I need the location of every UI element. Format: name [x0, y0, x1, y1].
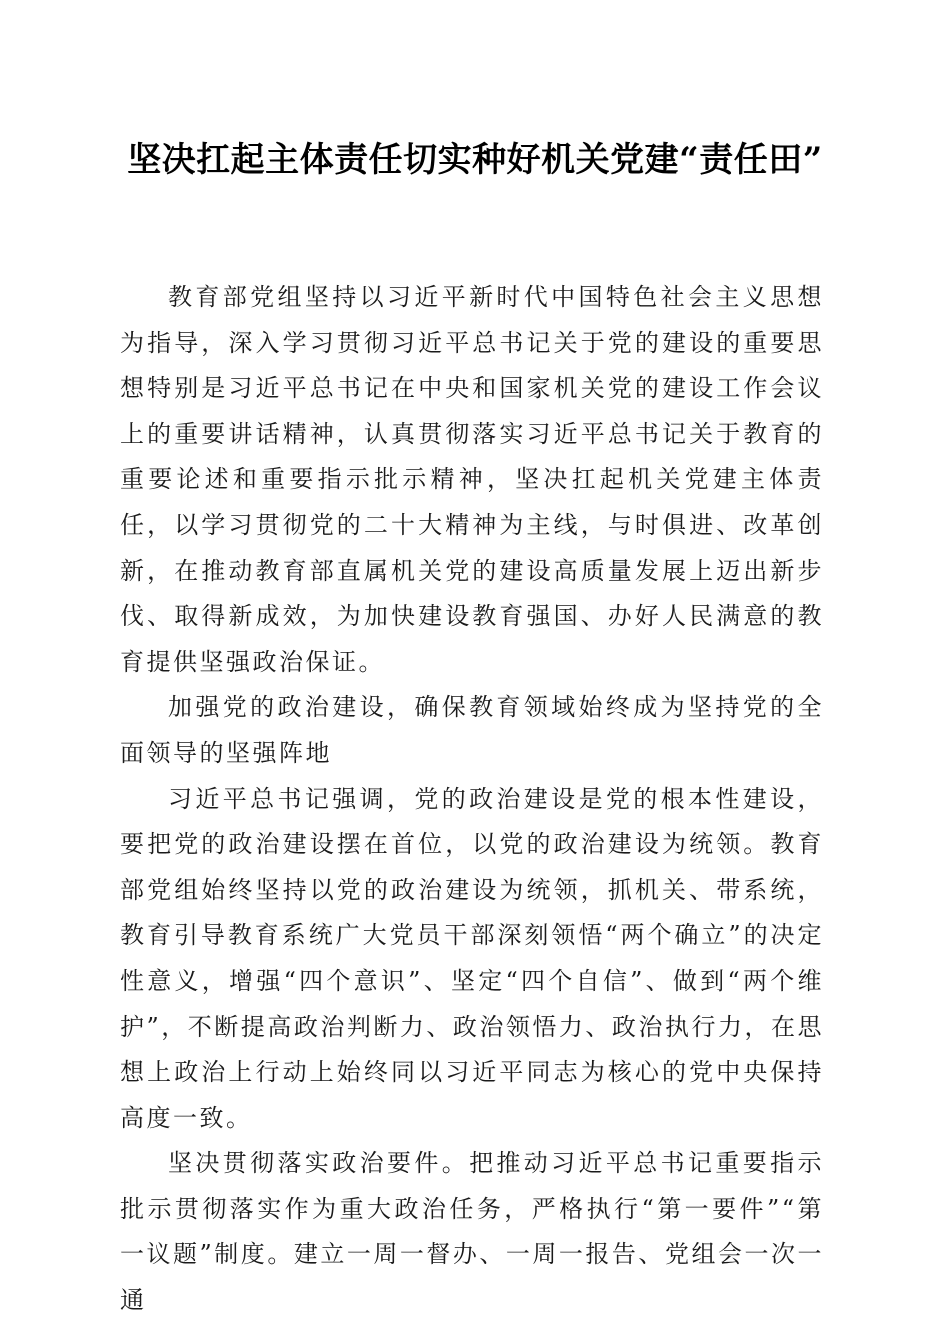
document-title: 坚决扛起主体责任切实种好机关党建“责任田” — [127, 140, 823, 180]
paragraph-political-building: 习近平总书记强调，党的政治建设是党的根本性建设，要把党的政治建设摆在首位，以党的政治建设为统领。教育部党组始终坚持以党的政治建设为统领，抓机关、带系统，教育引导教育系统广大党员干部深刻领悟“两个确立”的决定性意义，增强“四个意识”、坚定“四个自信”、做到“两个维护”，不断提高政治判断力、政治领悟力、政治执行力，在思想上政治上行动上始终同以习近平同志为核心的党中央保持高度一致。 — [120, 784, 824, 1132]
document-body — [120, 275, 824, 1324]
paragraph-political-requirements: 坚决贯彻落实政治要件。把推动习近平总书记重要指示批示贯彻落实作为重大政治任务，严格执行“第一要件”“第一议题”制度。建立一周一督办、一周一报告、党组会一次一通 — [120, 1149, 824, 1315]
paragraph-section-heading: 加强党的政治建设，确保教育领域始终成为坚持党的全面领导的坚强阵地 — [120, 693, 824, 767]
paragraph-intro: 教育部党组坚持以习近平新时代中国特色社会主义思想为指导，深入学习贯彻习近平总书记关于党的建设的重要思想特别是习近平总书记在中央和国家机关党的建设工作会议上的重要讲话精神，认真贯彻落实习近平总书记关于教育的重要论述和重要指示批示精神，坚决扛起机关党建主体责任，以学习贯彻党的二十大精神为主线，与时俱进、改革创新，在推动教育部直属机关党的建设高质量发展上迈出新步伐、取得新成效，为加快建设教育强国、办好人民满意的教育提供坚强政治保证。 — [120, 283, 824, 676]
